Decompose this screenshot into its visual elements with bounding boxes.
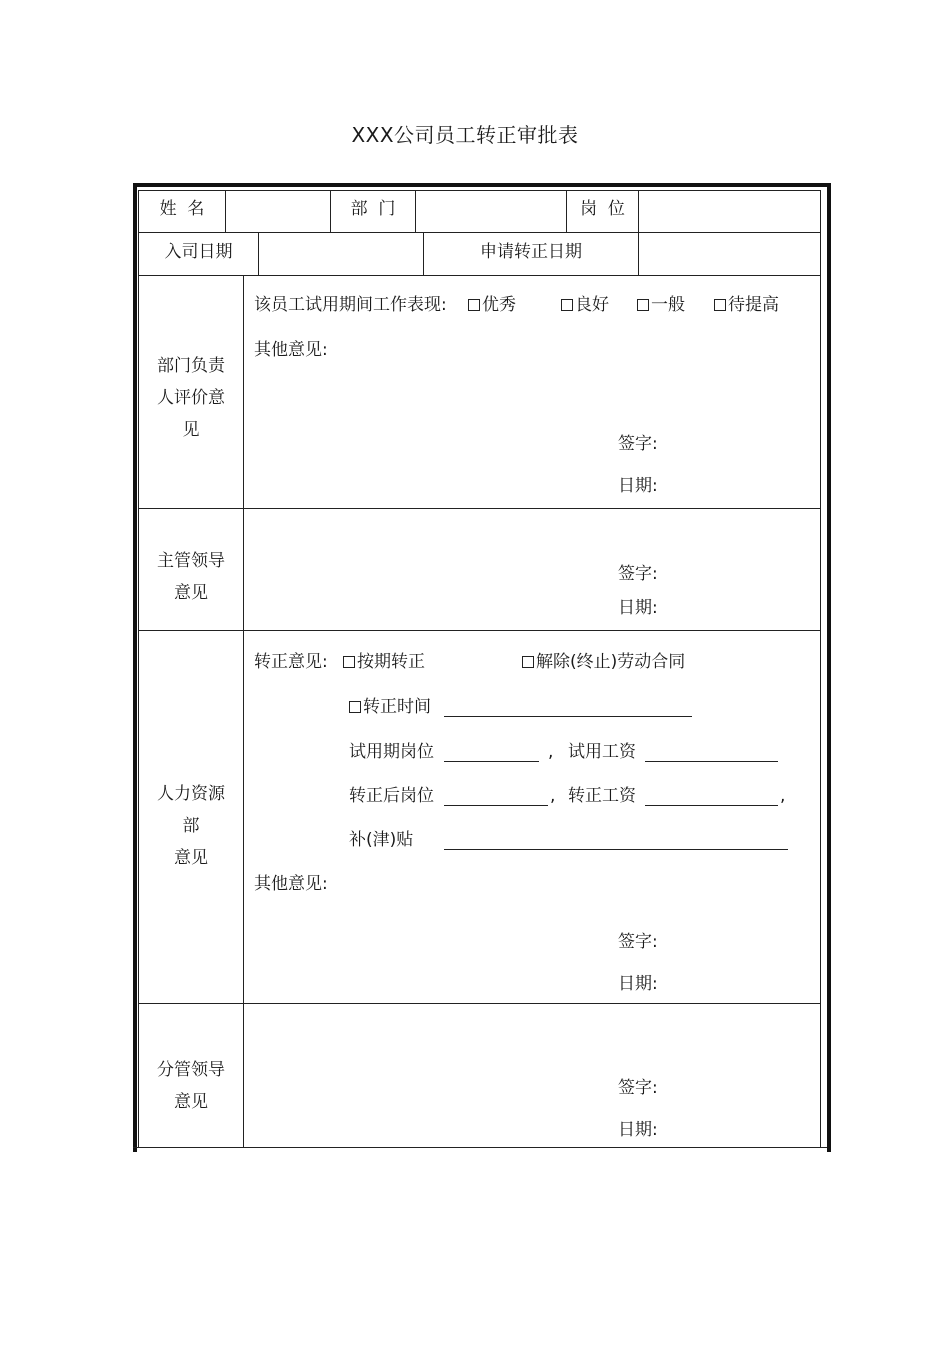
name-label: 姓 名: [159, 199, 205, 219]
position-label: 岗 位: [580, 199, 625, 219]
separator-comma: ,: [550, 786, 556, 806]
other-opinion-label: 其他意见:: [254, 874, 328, 894]
option-regular-time[interactable]: [349, 696, 431, 718]
option-excellent[interactable]: [468, 294, 516, 316]
allowance-field[interactable]: [444, 831, 788, 850]
row-divider: [138, 275, 821, 276]
label-line: 部: [182, 816, 200, 836]
label-line: 分管领导: [157, 1060, 225, 1080]
checkbox[interactable]: [637, 299, 649, 311]
apply-date-label: 申请转正日期: [480, 242, 582, 262]
join-date-label: 入司日期: [164, 242, 233, 262]
option-on-time[interactable]: [343, 651, 425, 673]
separator-comma: ,: [780, 786, 786, 806]
after-salary-label: 转正工资: [568, 786, 636, 806]
label-col-divider: [243, 275, 244, 1148]
row-divider: [138, 630, 821, 631]
checkbox[interactable]: [561, 299, 573, 311]
option-label: 待提高: [728, 295, 779, 315]
after-post-field[interactable]: [444, 787, 548, 806]
option-label: 转正时间: [363, 697, 431, 717]
name-input[interactable]: [226, 191, 330, 232]
checkbox[interactable]: [349, 701, 361, 713]
join-date-input[interactable]: [259, 233, 423, 275]
branch-leader-label: [139, 1054, 243, 1118]
page-title: XXX公司员工转正审批表: [351, 123, 579, 147]
date-label: 日期:: [618, 974, 658, 994]
hr-opinion-prompt: 转正意见:: [254, 652, 328, 672]
option-label: 解除(终止)劳动合同: [536, 652, 686, 672]
option-good[interactable]: [561, 294, 609, 316]
label-line: 意见: [174, 848, 208, 868]
label-line: 见: [182, 420, 200, 440]
checkbox[interactable]: [522, 656, 534, 668]
option-label: 优秀: [482, 295, 516, 315]
label-line: 主管领导: [157, 551, 225, 571]
probation-post-field[interactable]: [444, 743, 539, 762]
label-line: 部门负责: [157, 356, 225, 376]
dept-input[interactable]: [416, 191, 566, 232]
signature-label: 签字:: [618, 564, 658, 584]
signature-label: 签字:: [618, 1078, 658, 1098]
performance-prompt: 该员工试用期间工作表现:: [254, 295, 447, 315]
label-line: 人评价意: [157, 388, 225, 408]
other-opinion-label: 其他意见:: [254, 340, 328, 360]
label-line: 意见: [174, 583, 208, 603]
apply-date-input[interactable]: [639, 233, 820, 275]
separator-comma: ,: [548, 742, 554, 762]
dept-manager-label: [139, 350, 243, 446]
label-line: 意见: [174, 1092, 208, 1112]
row-divider: [133, 1147, 827, 1148]
allowance-label: 补(津)贴: [349, 830, 414, 850]
after-salary-field[interactable]: [645, 787, 778, 806]
signature-label: 签字:: [618, 932, 658, 952]
option-terminate[interactable]: [522, 651, 685, 673]
hr-label: [139, 778, 243, 874]
regular-time-field[interactable]: [444, 698, 692, 717]
signature-label: 签字:: [618, 434, 658, 454]
form-frame: [133, 183, 831, 1152]
checkbox[interactable]: [343, 656, 355, 668]
option-label: 按期转正: [357, 652, 425, 672]
inner-border-left: [138, 190, 139, 1148]
label-line: 人力资源: [157, 784, 225, 804]
dept-label: 部 门: [350, 199, 396, 219]
option-improve[interactable]: [714, 294, 779, 316]
row-divider: [138, 508, 821, 509]
checkbox[interactable]: [714, 299, 726, 311]
checkbox[interactable]: [468, 299, 480, 311]
date-label: 日期:: [618, 476, 658, 496]
probation-post-label: 试用期岗位: [349, 742, 434, 762]
supervisor-label: [139, 545, 243, 609]
date-label: 日期:: [618, 598, 658, 618]
probation-salary-label: 试用工资: [568, 742, 636, 762]
after-post-label: 转正后岗位: [349, 786, 434, 806]
option-label: 一般: [651, 295, 685, 315]
date-label: 日期:: [618, 1120, 658, 1140]
option-average[interactable]: [637, 294, 685, 316]
position-input[interactable]: [639, 191, 820, 232]
probation-salary-field[interactable]: [645, 743, 778, 762]
option-label: 良好: [575, 295, 609, 315]
inner-border: [820, 190, 821, 1148]
row-divider: [138, 1003, 821, 1004]
